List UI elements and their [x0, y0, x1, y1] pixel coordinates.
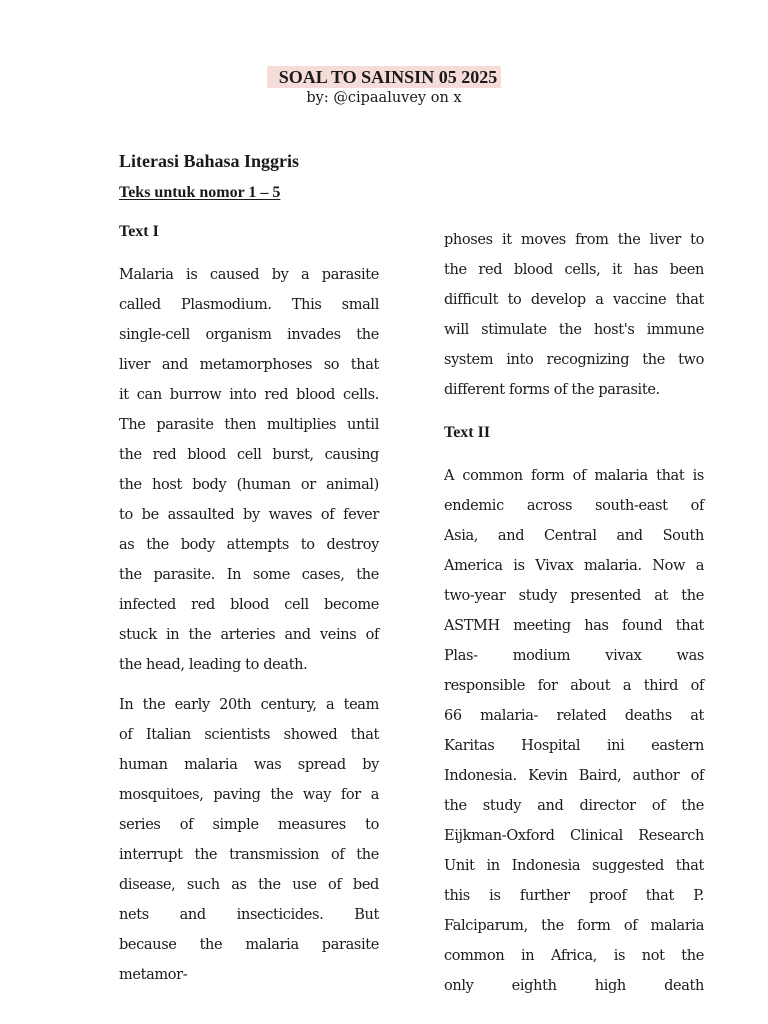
text-line: difficult to develop a vaccine that — [444, 292, 704, 308]
document-title: SOAL TO SAINSIN 05 2025 — [267, 66, 501, 88]
text-line: responsible for about a third of — [444, 678, 704, 694]
text-line: only eighth high death — [444, 978, 704, 994]
text-line: as the body attempts to destroy — [119, 537, 379, 553]
text-line: interrupt the transmission of the — [119, 847, 379, 863]
text-line: to be assaulted by waves of fever — [119, 507, 379, 523]
text-line: this is further proof that P. — [444, 888, 704, 904]
text-line: nets and insecticides. But — [119, 907, 379, 923]
text-line: different forms of the parasite. — [444, 382, 660, 398]
subsection-title: Teks untuk nomor 1 – 5 — [119, 184, 281, 201]
text-line: 66 malaria- related deaths at — [444, 708, 704, 724]
text-line: America is Vivax malaria. Now a — [444, 558, 704, 574]
text-line: Eijkman-Oxford Clinical Research — [444, 828, 704, 844]
section-title: Literasi Bahasa Inggris — [119, 151, 300, 171]
text-line: common in Africa, is not the — [444, 948, 704, 964]
text-ii-paragraph — [444, 461, 704, 1001]
text-line: single-cell organism invades the — [119, 327, 379, 343]
text-line: of Italian scientists showed that — [119, 727, 379, 743]
text-line: the study and director of the — [444, 798, 704, 814]
text-line: infected red blood cell become — [119, 597, 379, 613]
text-line: disease, such as the use of bed — [119, 877, 379, 893]
text-line: Asia, and Central and South — [444, 528, 704, 544]
text-line: Plas- modium vivax was — [444, 648, 704, 664]
text-line: will stimulate the host's immune — [444, 322, 704, 338]
text-line: A common form of malaria that is — [444, 468, 704, 484]
text-line: system into recognizing the two — [444, 352, 704, 368]
text-i-paragraph-2 — [119, 690, 379, 990]
left-column — [119, 221, 379, 990]
text-line: two-year study presented at the — [444, 588, 704, 604]
text-line: the red blood cell burst, causing — [119, 447, 379, 463]
text-line: series of simple measures to — [119, 817, 379, 833]
text-line: The parasite then multiplies until — [119, 417, 379, 433]
text-line: the host body (human or animal) — [119, 477, 379, 493]
text-line: the head, leading to death. — [119, 657, 308, 673]
text-line: ASTMH meeting has found that — [444, 618, 704, 634]
text-i-continuation — [444, 225, 704, 405]
text-line: Unit in Indonesia suggested that — [444, 858, 704, 874]
text-line: it can burrow into red blood cells. — [119, 387, 379, 403]
text-i-heading: Text I — [119, 223, 159, 240]
text-line: liver and metamorphoses so that — [119, 357, 379, 373]
text-line: because the malaria parasite — [119, 937, 379, 953]
text-line: the parasite. In some cases, the — [119, 567, 379, 583]
text-line: phoses it moves from the liver to — [444, 232, 704, 248]
text-line: Indonesia. Kevin Baird, author of — [444, 768, 704, 784]
text-line: mosquitoes, paving the way for a — [119, 787, 379, 803]
document-header — [0, 66, 768, 108]
text-line: In the early 20th century, a team — [119, 697, 379, 713]
text-ii-heading: Text II — [444, 424, 491, 441]
text-i-paragraph-1 — [119, 260, 379, 680]
text-line: human malaria was spread by — [119, 757, 379, 773]
text-line: stuck in the arteries and veins of — [119, 627, 379, 643]
text-line: Malaria is caused by a parasite — [119, 267, 379, 283]
text-line: metamor- — [119, 967, 188, 983]
text-line: called Plasmodium. This small — [119, 297, 379, 313]
document-byline: by: @cipaaluvey on x — [306, 90, 462, 106]
text-line: Karitas Hospital ini eastern — [444, 738, 704, 754]
text-line: Falciparum, the form of malaria — [444, 918, 704, 934]
right-column — [444, 225, 704, 1001]
text-line: the red blood cells, it has been — [444, 262, 704, 278]
text-line: endemic across south-east of — [444, 498, 704, 514]
